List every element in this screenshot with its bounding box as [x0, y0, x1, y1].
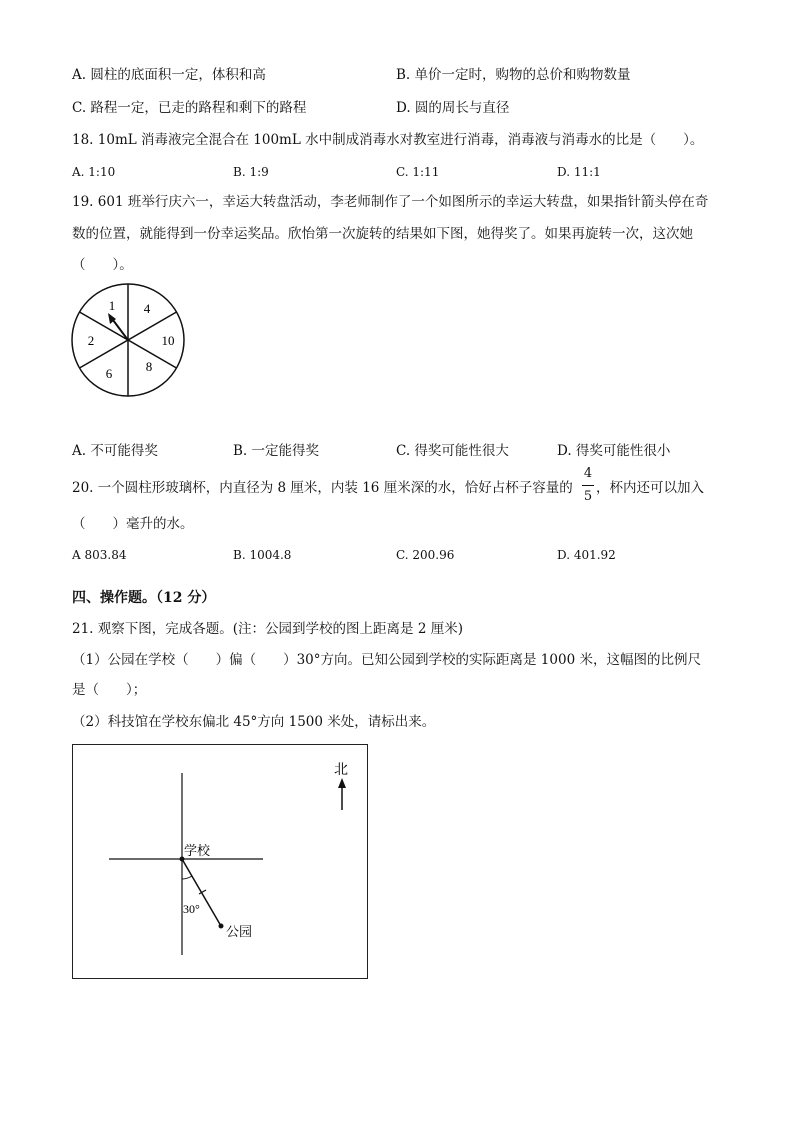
wheel-number: 4 — [143, 301, 151, 316]
q20-stem-before: 20. 一个圆柱形玻璃杯，内直径为 8 厘米，内装 16 厘米深的水，恰好占杯子容量的 — [72, 480, 573, 496]
q18-option-b: B. 1:9 — [233, 165, 269, 179]
q19-stem-line2: 数的位置，就能得到一份幸运奖品。欣怡第一次旋转的结果如下图，她得奖了。如果再旋转一次，这次她 — [72, 226, 693, 242]
park-label: 公园 — [226, 924, 253, 939]
q21-part2: （2）科技馆在学校东偏北 45°方向 1500 米处，请标出来。 — [72, 714, 436, 730]
q20-option-a: A 803.84 — [72, 548, 127, 562]
map-figure — [73, 745, 367, 978]
q18-option-d: D. 11:1 — [557, 165, 601, 179]
park-point — [219, 924, 224, 929]
fraction-numerator: 4 — [583, 466, 593, 481]
q18-stem: 18. 10mL 消毒液完全混合在 100mL 水中制成消毒水对教室进行消毒，消毒液与消毒水的比是（ ）。 — [72, 132, 704, 148]
q20-option-c: C. 200.96 — [396, 548, 455, 562]
q21-part1-line2: 是（ ）； — [72, 682, 147, 698]
wheel-number: 1 — [108, 298, 116, 313]
q17-option-a: A. 圆柱的底面积一定，体积和高 — [72, 67, 266, 83]
q18-option-c: C. 1:11 — [396, 165, 440, 179]
q19-stem-line3: （ ）。 — [72, 257, 133, 273]
wheel-number: 8 — [145, 359, 153, 374]
fraction-denominator: 5 — [583, 489, 593, 504]
q17-option-d: D. 圆的周长与直径 — [396, 100, 510, 116]
fraction-bar — [582, 485, 594, 486]
north-label: 北 — [334, 763, 348, 778]
map-panel — [72, 744, 368, 979]
q19-option-c: C. 得奖可能性很大 — [396, 443, 509, 459]
wheel-number: 10 — [161, 333, 175, 348]
q19-option-a: A. 不可能得奖 — [72, 443, 158, 459]
wheel-number: 6 — [105, 366, 113, 381]
q18-option-a: A. 1:10 — [72, 165, 116, 179]
q19-option-b: B. 一定能得奖 — [233, 443, 320, 459]
q20-stem-after: ，杯内还可以加入 — [596, 480, 704, 496]
q17-option-b: B. 单价一定时，购物的总价和购物数量 — [396, 67, 631, 83]
q19-option-d: D. 得奖可能性很小 — [557, 443, 671, 459]
school-label: 学校 — [184, 843, 211, 858]
q17-option-c: C. 路程一定，已走的路程和剩下的路程 — [72, 100, 307, 116]
section-heading: 四、操作题。（12 分） — [72, 590, 216, 606]
q20-option-b: B. 1004.8 — [233, 548, 292, 562]
q20-option-d: D. 401.92 — [557, 548, 616, 562]
north-arrow-icon — [338, 778, 346, 788]
q21-stem: 21. 观察下图，完成各题。(注：公园到学校的图上距离是 2 厘米) — [72, 621, 463, 637]
wheel-number: 2 — [87, 333, 95, 348]
angle-label: 30° — [183, 902, 200, 916]
angle-arc — [182, 876, 192, 879]
q20-stem-line2: （ ）毫升的水。 — [72, 516, 194, 532]
q21-part1-line1: （1）公园在学校（ ）偏（ ）30°方向。已知公园到学校的实际距离是 1000 米，这幅图的比例尺 — [72, 652, 701, 668]
q19-stem-line1: 19. 601 班举行庆六一，幸运大转盘活动，李老师制作了一个如图所示的幸运大转盘，如果指针箭头停在奇 — [72, 194, 709, 210]
lucky-wheel-figure — [68, 282, 198, 398]
